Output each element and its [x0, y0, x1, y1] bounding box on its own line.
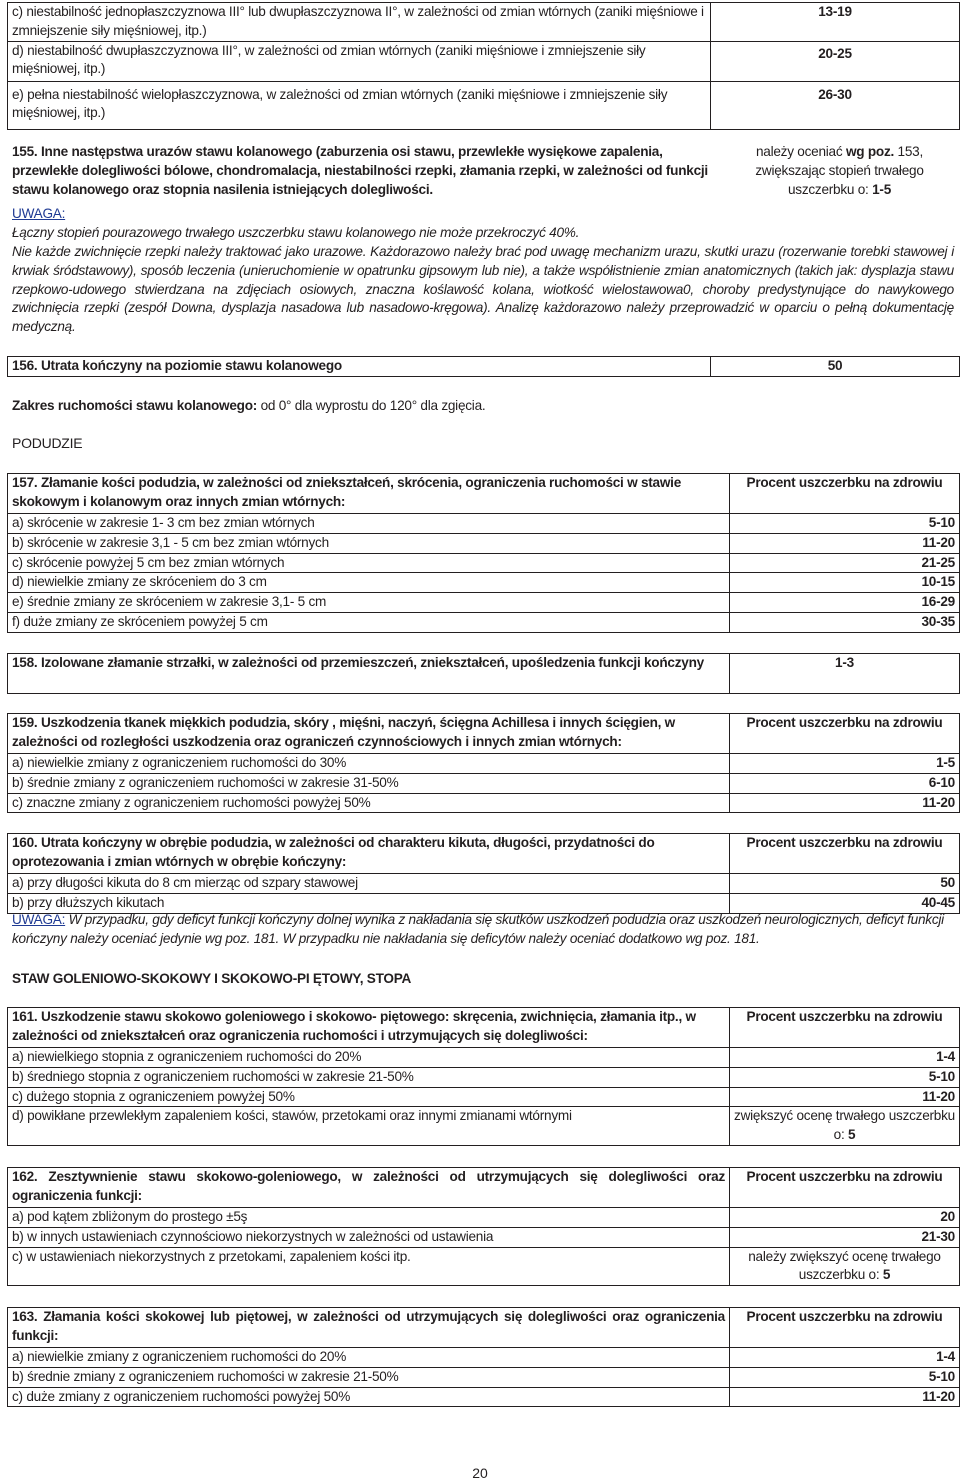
- row-c-value-num: 5: [882, 1267, 891, 1283]
- table-row: [8, 1048, 960, 1068]
- row-text: b) w innych ustawieniach czynnościowo niekorzystnych w zależności od ustawienia: [8, 1227, 730, 1247]
- item-155-title: 155. Inne następstwa urazów stawu kolanowego (zaburzenia osi stawu, przewlekłe wysiękowe zapalenia, przewlekłe dolegliwości bólowe, chondromalacja, niestabilności rzepki, złamania rzepki, w zależności od funkcji stawu kolanowego oraz stopnia nasilenia istniejących dolegliwości.: [12, 144, 708, 197]
- table-row: [8, 1087, 960, 1107]
- row-text: a) niewielkie zmiany z ograniczeniem ruchomości do 20%: [8, 1348, 730, 1368]
- top-table: [7, 2, 960, 130]
- row-value: 21-25: [730, 553, 960, 573]
- row-value: 26-30: [711, 81, 960, 129]
- item-157-title: 157. Złamanie kości podudzia, w zależności od zniekształceń, skrócenia, ograniczenia ruchomości w stawie skokowym i kolanowym oraz innych zmian wtórnych:: [8, 474, 730, 514]
- item-163-header: Procent uszczerbku na zdrowiu: [730, 1308, 960, 1348]
- row-value: 1-4: [730, 1348, 960, 1368]
- row-d-value-num: 5: [848, 1127, 856, 1143]
- row-text: d) powikłane przewlekłym zapaleniem kości, stawów, przetokami oraz innymi zmianami wtórnymi: [8, 1107, 730, 1146]
- item-163-table: [7, 1307, 960, 1407]
- item-156-title: 156. Utrata kończyny na poziomie stawu kolanowego: [8, 357, 711, 377]
- range-note-text: od 0° dla wyprostu do 120° dla zgięcia.: [257, 398, 486, 413]
- item-155-value-post: 153, zwiększając stopień trwałego uszczerbku o:: [755, 144, 924, 197]
- table-row: [8, 1387, 960, 1407]
- item-157-header: Procent uszczerbku na zdrowiu: [730, 474, 960, 514]
- row-value: 16-29: [730, 593, 960, 613]
- uwaga-label: UWAGA:: [12, 206, 66, 221]
- table-row: [8, 874, 960, 894]
- row-value: 21-30: [730, 1227, 960, 1247]
- table-row: [8, 654, 960, 694]
- item-157-table: [7, 473, 960, 633]
- item-155-value-num: 1-5: [872, 181, 892, 197]
- row-text: a) przy długości kikuta do 8 cm mierząc od szpary stawowej: [8, 874, 730, 894]
- item-160-header: Procent uszczerbku na zdrowiu: [730, 834, 960, 874]
- item-160-table: [7, 833, 960, 914]
- table-row: [8, 1247, 960, 1286]
- item-158-value: 1-3: [730, 654, 960, 694]
- item-163-title: 163. Złamania kości skokowej lub piętowej, w zależności od utrzymujących się dolegliwości oraz ograniczenia funkcji:: [8, 1308, 730, 1348]
- item-161-title: 161. Uszkodzenie stawu skokowo goleniowego i skokowo- piętowego: skręcenia, zwichnięcia, złamania itp., w zależności od zniekształceń oraz ograniczenia ruchomości i utrzymujących się dolegliwości:: [8, 1008, 730, 1048]
- item-158-title: 158. Izolowane złamanie strzałki, w zależności od przemieszczeń, zniekształceń, upośledzenia funkcji kończyny: [8, 654, 730, 694]
- item-155-value: [727, 143, 952, 199]
- row-text: a) niewielkiego stopnia z ograniczeniem ruchomości do 20%: [8, 1048, 730, 1068]
- item-161-table: [7, 1007, 960, 1146]
- row-text: c) duże zmiany z ograniczeniem ruchomości powyżej 50%: [8, 1387, 730, 1407]
- table-row: [8, 3, 960, 42]
- row-text: d) niestabilność dwupłaszczyznowa III°, w zależności od zmian wtórnych (zaniki mięśniowe i zmniejszenie siły mięśniowej, itp.): [8, 41, 711, 81]
- row-text: f) duże zmiany ze skróceniem powyżej 5 cm: [8, 612, 730, 632]
- table-row: [8, 793, 960, 813]
- row-text: c) skrócenie powyżej 5 cm bez zmian wtórnych: [8, 553, 730, 573]
- table-row: [8, 357, 960, 377]
- row-text: c) znaczne zmiany z ograniczeniem ruchomości powyżej 50%: [8, 793, 730, 813]
- table-row: [8, 714, 960, 754]
- range-note-label: Zakres ruchomości stawu kolanowego:: [12, 398, 258, 413]
- row-value: 5-10: [730, 514, 960, 534]
- row-value: 6-10: [730, 773, 960, 793]
- table-row: [8, 1348, 960, 1368]
- table-row: [8, 533, 960, 553]
- item-162-table: [7, 1167, 960, 1286]
- row-value: 50: [730, 874, 960, 894]
- row-c-value-pre: należy zwiększyć ocenę trwałego uszczerbku o:: [748, 1248, 941, 1283]
- row-text: b) skrócenie w zakresie 3,1 - 5 cm bez zmian wtórnych: [8, 533, 730, 553]
- table-row: [8, 1227, 960, 1247]
- row-value: 11-20: [730, 533, 960, 553]
- row-value: 11-20: [730, 1387, 960, 1407]
- uwaga-160: [12, 911, 954, 949]
- item-162-title: 162. Zesztywnienie stawu skokowo-goleniowego, w zależności od utrzymujących się dolegliwości oraz ograniczenia funkcji:: [8, 1168, 730, 1208]
- row-text: a) pod kątem zbliżonym do prostego ±5ş: [8, 1208, 730, 1228]
- table-row: [8, 41, 960, 81]
- row-text: b) średnie zmiany z ograniczeniem ruchomości w zakresie 21-50%: [8, 1367, 730, 1387]
- row-text: a) skrócenie w zakresie 1- 3 cm bez zmian wtórnych: [8, 514, 730, 534]
- table-row: [8, 573, 960, 593]
- item-156-value: 50: [711, 357, 960, 377]
- uwaga-paragraph-155: [12, 243, 954, 337]
- row-text: c) niestabilność jednopłaszczyznowa III° lub dwupłaszczyznowa II°, w zależności od zmian wtórnych (zaniki mięśniowe i zmniejszenie siły mięśniowej, itp.): [8, 3, 711, 42]
- table-row: [8, 1168, 960, 1208]
- table-row: [8, 612, 960, 632]
- row-value: [730, 1107, 960, 1146]
- row-value: 5-10: [730, 1367, 960, 1387]
- table-row: [8, 773, 960, 793]
- uwaga-text-155: Łączny stopień pourazowego trwałego uszczerbku stawu kolanowego nie może przekroczyć 40%.: [12, 225, 580, 240]
- row-text: c) w ustawieniach niekorzystnych z przetokami, zapaleniem kości itp.: [8, 1247, 730, 1286]
- row-text: b) średnie zmiany z ograniczeniem ruchomości w zakresie 31-50%: [8, 773, 730, 793]
- row-text: b) przy dłuższych kikutach: [8, 893, 730, 913]
- table-row: [8, 514, 960, 534]
- row-text: b) średniego stopnia z ograniczeniem ruchomości w zakresie 21-50%: [8, 1067, 730, 1087]
- row-value: 1-5: [730, 754, 960, 774]
- row-value: 10-15: [730, 573, 960, 593]
- row-value: 20: [730, 1208, 960, 1228]
- table-row: [8, 1308, 960, 1348]
- table-row: [8, 474, 960, 514]
- table-row: [8, 1208, 960, 1228]
- row-value: 13-19: [711, 3, 960, 42]
- row-d-value-pre: zwiększyć ocenę trwałego uszczerbku o:: [734, 1108, 955, 1143]
- row-value: [730, 1247, 960, 1286]
- page-number: 20: [472, 1465, 488, 1481]
- item-155-value-bold: wg poz.: [845, 144, 895, 159]
- table-row: [8, 1067, 960, 1087]
- item-162-header: Procent uszczerbku na zdrowiu: [730, 1168, 960, 1208]
- row-text: a) niewielkie zmiany z ograniczeniem ruchomości do 30%: [8, 754, 730, 774]
- item-158-table: [7, 653, 960, 694]
- row-value: 40-45: [730, 893, 960, 913]
- uwaga-italic: Nie każde zwichnięcie rzepki należy traktować jako urazowe.: [12, 244, 367, 259]
- table-row: [8, 1008, 960, 1048]
- row-text: c) dużego stopnia z ograniczeniem powyżej 50%: [8, 1087, 730, 1107]
- row-value: 1-4: [730, 1048, 960, 1068]
- section-podudzie: PODUDZIE: [12, 435, 83, 451]
- row-value: 20-25: [711, 41, 960, 81]
- range-note: [12, 397, 952, 416]
- row-text: e) pełna niestabilność wielopłaszczyznowa, w zależności od zmian wtórnych (zaniki mięśniowe i zmniejszenie siły mięśniowej, itp.): [8, 81, 711, 129]
- row-value: 5-10: [730, 1067, 960, 1087]
- item-155-value-pre: należy oceniać: [755, 144, 846, 159]
- uwaga-160-text: W przypadku, gdy deficyt funkcji kończyny dolnej wynika z nakładania się skutków uszkodzeń podudzia oraz uszkodzeń neurologicznych, deficyt funkcji kończyny należy oceniać jedynie wg poz. 181. W przypadku nie nakładania się deficytów należy oceniać dodatkowo wg poz. 181.: [12, 912, 944, 946]
- row-value: 11-20: [730, 1087, 960, 1107]
- uwaga-bold-italic: Każdorazowo należy brać pod uwagę mechanizm urazu, skutki urazu (rozerwanie torebki stawowej i krwiak śródstawowy), sposób leczenia (unieruchomienie w opatrunku gipsowym lub nie), a także współistnienie zmian anatomicznych (takich jak: dysplazja stawu rzepkowo-udowego stwierdzana na zdjęciach osiowych, znaczna koślawość kolana, wiotkość wielostawowa0, choroby predystynujące do nawykowego zwichnięcia rzepki (zespół Downa, dysplazja nasadowa lub nasadowo-kręgowa). Analizę każdorazowo należy przeprowadzić w oparciu o pełną dokumentację medyczną.: [12, 244, 954, 335]
- uwaga-160-label: UWAGA:: [12, 912, 66, 927]
- table-row: [8, 754, 960, 774]
- item-156-table: [7, 356, 960, 377]
- row-value: 11-20: [730, 793, 960, 813]
- item-161-header: Procent uszczerbku na zdrowiu: [730, 1008, 960, 1048]
- table-row: [8, 81, 960, 129]
- row-text: e) średnie zmiany ze skróceniem w zakresie 3,1- 5 cm: [8, 593, 730, 613]
- row-value: 30-35: [730, 612, 960, 632]
- table-row: [8, 593, 960, 613]
- table-row: [8, 1107, 960, 1146]
- table-row: [8, 553, 960, 573]
- item-159-title: 159. Uszkodzenia tkanek miękkich podudzia, skóry , mięśni, naczyń, ścięgna Achillesa i innych ścięgien, w zależności od rozległości uszkodzenia oraz ograniczeń czynnościowych i innych zmian wtórnych:: [8, 714, 730, 754]
- item-160-title: 160. Utrata kończyny w obrębie podudzia, w zależności od charakteru kikuta, długości, przydatności do oprotezowania i zmian wtórnych w obrębie kończyny:: [8, 834, 730, 874]
- table-row: [8, 834, 960, 874]
- section-staw: STAW GOLENIOWO-SKOKOWY I SKOKOWO-PI ĘTOWY, STOPA: [12, 971, 412, 986]
- row-text: d) niewielkie zmiany ze skróceniem do 3 cm: [8, 573, 730, 593]
- item-159-header: Procent uszczerbku na zdrowiu: [730, 714, 960, 754]
- item-159-table: [7, 713, 960, 813]
- table-row: [8, 1367, 960, 1387]
